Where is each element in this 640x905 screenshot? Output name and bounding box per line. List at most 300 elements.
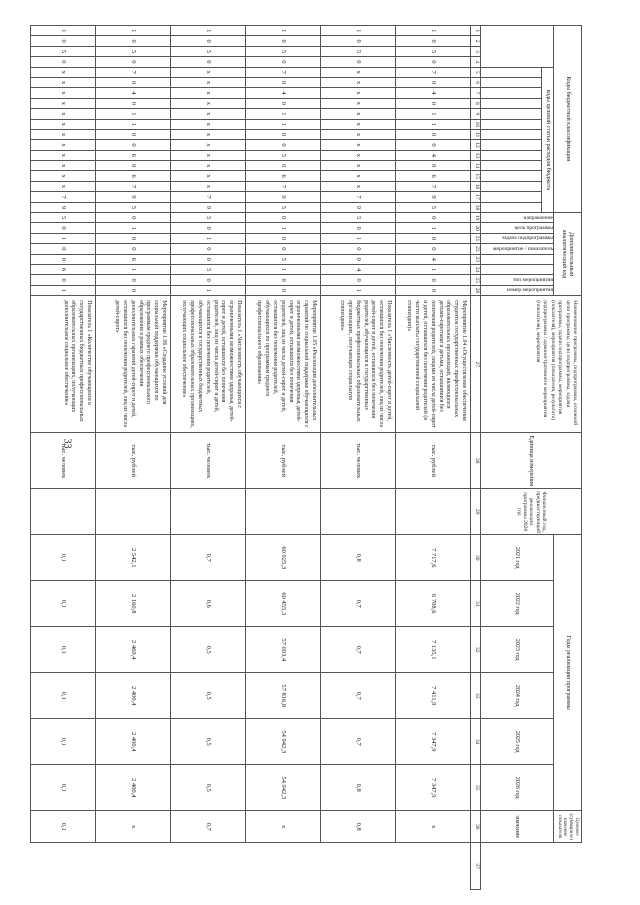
column-number: 35 — [471, 765, 481, 811]
code-digit: 0 — [396, 213, 471, 223]
code-digit: 1 — [96, 119, 171, 129]
code-digit: 1 — [96, 223, 171, 233]
year-value: 0,6 — [171, 581, 246, 627]
code-digit: 0 — [246, 233, 321, 243]
vertical-header-cell — [481, 223, 554, 233]
code-digit: 0 — [396, 57, 471, 67]
code-digit: 0 — [396, 140, 471, 150]
column-number: 34 — [471, 719, 481, 765]
column-number: 19 — [471, 213, 481, 223]
code-digit: 1 — [396, 109, 471, 119]
code-digit: 0 — [396, 36, 471, 46]
code-digit: 0 — [396, 98, 471, 108]
vertical-header-text: цель программы — [514, 224, 553, 231]
code-digit: x — [171, 150, 246, 160]
year-value: 0,5 — [171, 765, 246, 811]
table-row — [96, 26, 171, 890]
year-value: 7 347,9 — [396, 765, 471, 811]
row-fin-year — [321, 489, 396, 535]
code-digit: 0 — [96, 161, 171, 171]
row-unit: тыс. человек — [321, 433, 396, 489]
column-number: 6 — [471, 77, 481, 87]
vertical-code-header — [481, 171, 542, 181]
code-digit: x — [321, 150, 396, 160]
code-digit: 0 — [171, 254, 246, 264]
code-digit: x — [321, 109, 396, 119]
code-digit: x — [31, 67, 96, 77]
vertical-code-header — [481, 161, 542, 171]
code-digit: 5 — [171, 46, 246, 56]
vertical-header-cell — [481, 233, 554, 243]
vertical-code-header — [481, 202, 542, 212]
code-digit: 1 — [96, 109, 171, 119]
vertical-header-text: мероприятие / показатель — [493, 245, 553, 252]
code-digit: 5 — [246, 46, 321, 56]
code-digit: 0 — [96, 77, 171, 87]
column-number: 20 — [471, 223, 481, 233]
code-digit: 1 — [246, 109, 321, 119]
vertical-header-cell — [481, 254, 554, 264]
year-value: 0,1 — [31, 535, 96, 581]
year-value: 0,1 — [31, 581, 96, 627]
code-digit: 5 — [321, 46, 396, 56]
code-digit: 1 — [321, 233, 396, 243]
code-digit: 6 — [31, 264, 96, 274]
code-digit: 9 — [396, 192, 471, 202]
final-value-header: Целевое (суммарное) значение показателя — [554, 811, 582, 843]
column-numbers-row — [471, 26, 481, 890]
row-title: Мероприятие 1.06 «Создание условий для социальной поддержки обучающихся по программам среднего профессионального образования в рамках обеспечения дополнительных гарантий детей-сирот и детей, оставшихся без попечения родителей, лиц из числа детей-сирот» — [96, 296, 171, 433]
column-number: 9 — [471, 109, 481, 119]
code-digit: x — [31, 119, 96, 129]
code-digit: 6 — [96, 254, 171, 264]
vertical-header-text: тип мероприятия — [512, 276, 553, 283]
vertical-code-header — [481, 119, 542, 129]
column-number: 18 — [471, 202, 481, 212]
vertical-code-header — [481, 150, 542, 160]
code-digit: 0 — [321, 223, 396, 233]
code-digit: 0 — [96, 129, 171, 139]
column-number: 29 — [471, 489, 481, 535]
vertical-code-header — [481, 98, 542, 108]
vertical-code-header — [481, 192, 542, 202]
code-digit: 1 — [396, 223, 471, 233]
code-digit: 0 — [31, 57, 96, 67]
code-digit: 7 — [396, 67, 471, 77]
code-digit: 9 — [246, 192, 321, 202]
code-digit: 0 — [96, 244, 171, 254]
row-title: Показатель 1 «Численность обучающихся с ограниченными возможностями здоровья, детей-сирот и детей, оставшихся без попечения родителей, лиц из числа детей-сирот и детей, оставшихся без попечения родителей, обучающихся в государственных бюджетных профессиональных образовательных организациях, получающих социальное обеспечение» — [171, 296, 246, 433]
vertical-header-cell — [481, 285, 554, 295]
column-number: 4 — [471, 57, 481, 67]
code-digit: 5 — [246, 202, 321, 212]
code-digit: 0 — [396, 244, 471, 254]
code-digit: x — [321, 98, 396, 108]
code-digit: 0 — [396, 161, 471, 171]
row-fin-year — [96, 489, 171, 535]
year-value: 0,7 — [321, 673, 396, 719]
code-digit: 5 — [171, 213, 246, 223]
code-digit: x — [171, 171, 246, 181]
code-digit: 1 — [96, 264, 171, 274]
code-digit: 5 — [171, 264, 246, 274]
code-digit: 7 — [246, 67, 321, 77]
code-digit: 0 — [31, 36, 96, 46]
code-digit: 0 — [31, 223, 96, 233]
vertical-code-header — [481, 109, 542, 119]
column-number: 26 — [471, 285, 481, 295]
code-digit: 1 — [396, 119, 471, 129]
code-digit: 0 — [321, 244, 396, 254]
code-digit: x — [171, 98, 246, 108]
code-digit: 0 — [396, 233, 471, 243]
row-unit: тыс. рублей — [396, 433, 471, 489]
code-digit: x — [31, 88, 96, 98]
code-digit: 9 — [171, 202, 246, 212]
code-digit: 1 — [171, 285, 246, 295]
code-digit: 1 — [31, 233, 96, 243]
code-digit: 7 — [31, 192, 96, 202]
column-number: 12 — [471, 140, 481, 150]
year-header-2021: 2021 год — [481, 535, 554, 581]
year-value: 0,1 — [31, 673, 96, 719]
column-number: 32 — [471, 627, 481, 673]
code-digit: 5 — [396, 46, 471, 56]
code-digit: x — [31, 181, 96, 191]
column-number: 1 — [471, 26, 481, 36]
code-digit: 9 — [31, 202, 96, 212]
budget-codes-header: Коды бюджетной классификации — [554, 26, 582, 213]
vertical-code-header — [481, 88, 542, 98]
year-value: 0,7 — [321, 719, 396, 765]
vertical-code-header — [481, 67, 542, 77]
year-value: 2 160,8 — [96, 581, 171, 627]
year-value: 0,1 — [31, 627, 96, 673]
column-number: 28 — [471, 433, 481, 489]
code-digit: 5 — [31, 213, 96, 223]
year-value: 2 469,4 — [96, 627, 171, 673]
row-title: Показатель 1 «Количество обучающихся в государственных бюджетных профессиональных образовательных организациях, получающих дополнительное социальное обеспечение» — [31, 296, 96, 433]
program-budget-table — [30, 25, 582, 890]
vertical-code-header — [481, 129, 542, 139]
code-digit: x — [31, 171, 96, 181]
year-value: 7 347,9 — [396, 719, 471, 765]
column-number: 30 — [471, 535, 481, 581]
years-group-header: Годы реализации программы — [554, 535, 582, 811]
code-digit: 6 — [396, 171, 471, 181]
column-number: 33 — [471, 673, 481, 719]
vertical-code-header — [481, 140, 542, 150]
row-unit: тыс. рублей — [96, 433, 171, 489]
row-unit: тыс. человек — [31, 433, 96, 489]
code-digit: 9 — [321, 202, 396, 212]
code-digit: 0 — [396, 275, 471, 285]
code-digit: 7 — [96, 181, 171, 191]
column-number: 5 — [471, 67, 481, 77]
code-digit: 0 — [321, 254, 396, 264]
code-digit: x — [321, 161, 396, 171]
year-value: 54 942,3 — [246, 719, 321, 765]
final-sub-header: значение — [481, 811, 554, 843]
code-digit: 5 — [321, 213, 396, 223]
code-digit: 1 — [321, 285, 396, 295]
code-digit: x — [171, 161, 246, 171]
code-digit: 0 — [246, 285, 321, 295]
code-digit: 0 — [171, 275, 246, 285]
code-digit: 0 — [246, 275, 321, 285]
code-digit: x — [31, 109, 96, 119]
code-digit: 1 — [321, 26, 396, 36]
row-title: Показатель 1 «Численность детей-сирот и детей, оставшихся без попечения родителей, лиц из числа детей-сирот и детей, оставшихся без попечения родителей, обучающихся в государственных бюджетных профессиональных образовательных организациях, получающих социальную стипендию» — [321, 296, 396, 433]
row-unit: тыс. человек — [171, 433, 246, 489]
year-value: 7 135,1 — [396, 627, 471, 673]
vertical-header-text: номер мероприятия — [506, 287, 553, 294]
code-digit: 5 — [246, 254, 321, 264]
code-digit: 0 — [246, 244, 321, 254]
code-digit: 5 — [246, 150, 321, 160]
year-value: 0,5 — [171, 627, 246, 673]
code-digit: x — [31, 77, 96, 87]
year-value: 57 093,4 — [246, 627, 321, 673]
code-digit: 0 — [31, 244, 96, 254]
code-digit: 7 — [396, 181, 471, 191]
table-row — [246, 26, 321, 890]
code-digit: 4 — [396, 254, 471, 264]
row-fin-year — [31, 489, 96, 535]
column-number: 14 — [471, 161, 481, 171]
code-digit: 1 — [171, 26, 246, 36]
code-digit: 7 — [246, 181, 321, 191]
code-digit: 1 — [246, 264, 321, 274]
year-value: 2 542,1 — [96, 535, 171, 581]
vertical-header-cell — [481, 275, 554, 285]
code-digit: 6 — [96, 150, 171, 160]
code-digit: 0 — [246, 129, 321, 139]
code-digit: x — [171, 129, 246, 139]
row-final: 0,1 — [31, 811, 96, 843]
code-digit: 0 — [171, 36, 246, 46]
year-value: 0,5 — [171, 673, 246, 719]
column-number: 27 — [471, 296, 481, 433]
vertical-code-header — [481, 181, 542, 191]
code-digit: x — [321, 67, 396, 77]
code-digit: 4 — [96, 88, 171, 98]
column-number: 25 — [471, 275, 481, 285]
row-title: Мероприятие 1.05 «Реализация дополнительных гарантий по социальной поддержке обучающихся с ограниченными возможностями здоровья, детей-сирот и детей, оставшихся без попечения родителей, лиц из числа детей-сирот и детей, оставшихся без попечения родителей, обучающихся по программам среднего профессионального образования» — [246, 296, 321, 433]
column-number: 22 — [471, 244, 481, 254]
code-digit: x — [31, 98, 96, 108]
row-fin-year — [396, 489, 471, 535]
code-digit: 1 — [31, 26, 96, 36]
row-final: 0,7 — [171, 811, 246, 843]
code-digit: 9 — [96, 192, 171, 202]
code-digit: 1 — [396, 26, 471, 36]
code-digit: 0 — [321, 57, 396, 67]
code-digit: x — [321, 88, 396, 98]
code-digit: 0 — [246, 98, 321, 108]
code-digit: 1 — [171, 233, 246, 243]
column-number: 17 — [471, 192, 481, 202]
code-digit: 1 — [96, 26, 171, 36]
year-value: 0,5 — [171, 719, 246, 765]
column-number: 10 — [471, 119, 481, 129]
column-number: 7 — [471, 88, 481, 98]
unit-header: Единица измерения — [481, 433, 582, 489]
code-digit: x — [171, 88, 246, 98]
code-digit: x — [31, 140, 96, 150]
year-header-2023: 2023 год — [481, 627, 554, 673]
page-number: 33 — [61, 438, 73, 449]
code-digit: 0 — [96, 233, 171, 243]
year-value: 7 717,6 — [396, 535, 471, 581]
code-digit: 0 — [96, 140, 171, 150]
code-digit: x — [171, 140, 246, 150]
year-value: 0,7 — [321, 581, 396, 627]
year-value: 60 455,3 — [246, 581, 321, 627]
fin-year-header: Финансовый год, предшествующий реализации программы 2020 год — [481, 489, 582, 535]
year-value: 7 411,9 — [396, 673, 471, 719]
code-digit: 1 — [31, 285, 96, 295]
code-digit: 0 — [246, 140, 321, 150]
column-number: 11 — [471, 129, 481, 139]
code-digit: x — [171, 77, 246, 87]
rotated-page-frame — [59, 25, 582, 890]
code-digit: 1 — [396, 264, 471, 274]
row-final: x — [246, 811, 321, 843]
vertical-header-text: задача подпрограммы — [501, 235, 553, 242]
vertical-header-cell — [481, 264, 554, 274]
code-digit: 0 — [171, 57, 246, 67]
row-fin-year — [171, 489, 246, 535]
column-number: 37 — [471, 843, 481, 890]
year-value: 54 942,3 — [246, 765, 321, 811]
year-value: 0,1 — [31, 719, 96, 765]
code-digit: 6 — [246, 171, 321, 181]
code-digit: 6 — [96, 171, 171, 181]
column-number: 21 — [471, 233, 481, 243]
code-digit: 0 — [396, 129, 471, 139]
code-digit: 0 — [246, 77, 321, 87]
vertical-header-text: направление — [523, 214, 553, 221]
year-value: 57 816,8 — [246, 673, 321, 719]
year-value: 0,7 — [321, 627, 396, 673]
code-digit: 5 — [396, 202, 471, 212]
code-digit: 0 — [171, 223, 246, 233]
column-number: 24 — [471, 264, 481, 274]
code-digit: 5 — [96, 46, 171, 56]
code-digit: x — [171, 119, 246, 129]
table-row — [396, 26, 471, 890]
year-header-2025: 2025 год — [481, 719, 554, 765]
year-value: 60 925,3 — [246, 535, 321, 581]
year-value: 0,8 — [321, 535, 396, 581]
code-digit: x — [171, 67, 246, 77]
year-value: 0,8 — [321, 765, 396, 811]
code-digit: 0 — [96, 57, 171, 67]
code-digit: 0 — [96, 98, 171, 108]
code-digit: 4 — [396, 150, 471, 160]
program-title-header: Наименование программы, подпрограммы, основной цели программы, цели подпрограммы, задачи программы, задачи подпрограммы, мероприятия (показателя), мероприятия (показателя, результата) подпрограммы / административного мероприятия (показателя), мероприятия — [481, 296, 582, 433]
code-digit: 0 — [96, 275, 171, 285]
code-digit: x — [321, 119, 396, 129]
code-digit: x — [321, 77, 396, 87]
code-digit: 4 — [321, 264, 396, 274]
row-fin-year — [246, 489, 321, 535]
code-digit: 0 — [246, 57, 321, 67]
code-digit: x — [31, 161, 96, 171]
code-digit: x — [321, 129, 396, 139]
code-digit: x — [31, 129, 96, 139]
code-digit: x — [321, 171, 396, 181]
code-digit: x — [171, 109, 246, 119]
row-final: x — [396, 811, 471, 843]
column-number: 13 — [471, 150, 481, 160]
table-row — [321, 26, 396, 890]
row-title: Мероприятие 1.04 «Осуществление обеспечения студентов государственных профессиональных образовательных организаций, являющихся детьми-сиротами и детьми, оставшимися без попечения родителей, лицами из числа детей-сирот и детей, оставшихся без попечения родителей (в части выплаты государственной социальной стипендии)» — [396, 296, 471, 433]
code-digit: 5 — [31, 46, 96, 56]
year-value: 2 400,4 — [96, 765, 171, 811]
code-digit: 0 — [246, 161, 321, 171]
code-digit: 0 — [171, 244, 246, 254]
code-digit: 0 — [246, 213, 321, 223]
row-final: 0,8 — [321, 811, 396, 843]
table-row — [171, 26, 246, 890]
code-digit: 4 — [246, 88, 321, 98]
vertical-header-cell — [481, 213, 554, 223]
code-digit: 0 — [96, 213, 171, 223]
year-value: 2 400,4 — [96, 673, 171, 719]
code-digit: 1 — [246, 26, 321, 36]
code-digit: 7 — [96, 67, 171, 77]
row-final: x — [96, 811, 171, 843]
code-digit: 7 — [321, 192, 396, 202]
column-number: 3 — [471, 46, 481, 56]
code-digit: 0 — [321, 36, 396, 46]
code-digit: x — [321, 140, 396, 150]
column-number: 15 — [471, 171, 481, 181]
code-digit: 1 — [246, 119, 321, 129]
table-row — [31, 26, 96, 890]
code-digit: x — [31, 150, 96, 160]
column-number: 31 — [471, 581, 481, 627]
year-value: 6 708,6 — [396, 581, 471, 627]
vertical-code-header — [481, 77, 542, 87]
column-number: 23 — [471, 254, 481, 264]
code-digit: x — [321, 181, 396, 191]
header-row-1 — [554, 26, 582, 890]
code-digit: x — [171, 181, 246, 191]
year-header-2026: 2026 год — [481, 765, 554, 811]
code-digit: 0 — [321, 275, 396, 285]
code-digit: 0 — [31, 254, 96, 264]
code-digit: 0 — [396, 77, 471, 87]
codes-program-structure-header: коды целевой статьи расходов бюджета — [542, 67, 554, 212]
column-number: 8 — [471, 98, 481, 108]
year-value: 2 400,4 — [96, 719, 171, 765]
column-number: 36 — [471, 811, 481, 843]
column-number: 16 — [471, 181, 481, 191]
code-digit: 0 — [396, 285, 471, 295]
vertical-header-cell — [481, 244, 554, 254]
code-digit: 0 — [31, 275, 96, 285]
code-digit: 0 — [246, 36, 321, 46]
year-value: 0,7 — [171, 535, 246, 581]
column-number: 2 — [471, 36, 481, 46]
year-header-2024: 2024 год — [481, 673, 554, 719]
code-digit: 5 — [96, 202, 171, 212]
row-unit: тыс. рублей — [246, 433, 321, 489]
codes-spacer — [481, 26, 554, 68]
